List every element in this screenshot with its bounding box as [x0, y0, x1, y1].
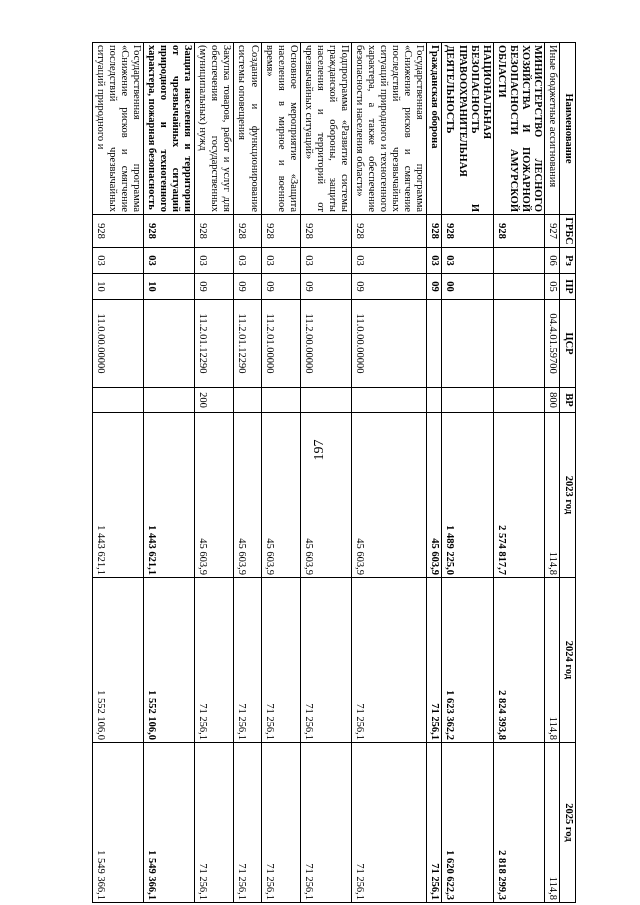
cell-vr: [442, 388, 493, 413]
table-row: [195, 43, 234, 903]
cell-name: Закупка товаров, работ и услуг для обеспечения государственных (муниципальных) нужд: [195, 43, 234, 215]
cell-2023: 45 603,9: [234, 413, 261, 578]
cell-pr: 09: [427, 274, 442, 300]
cell-grbs: 928: [493, 215, 544, 248]
cell-grbs: 928: [442, 215, 493, 248]
cell-2025: 1 549 366,1: [144, 743, 195, 903]
cell-pr: 10: [92, 274, 143, 300]
table-row: [352, 43, 427, 903]
cell-vr: [352, 388, 427, 413]
cell-vr: [493, 388, 544, 413]
cell-2024: 114,8: [544, 578, 559, 743]
cell-2024: 71 256,1: [195, 578, 234, 743]
cell-2025: 71 256,1: [195, 743, 234, 903]
cell-pr: 10: [144, 274, 195, 300]
cell-name: НАЦИОНАЛЬНАЯ БЕЗОПАСНОСТЬ И ПРАВООХРАНИТЕЛЬНАЯ ДЕЯТЕЛЬНОСТЬ: [442, 43, 493, 215]
cell-2024: 71 256,1: [300, 578, 351, 743]
cell-grbs: 928: [92, 215, 143, 248]
cell-grbs: 928: [427, 215, 442, 248]
cell-pr: 09: [352, 274, 427, 300]
header-2025: 2025 год: [560, 743, 576, 903]
cell-pr: 09: [234, 274, 261, 300]
cell-2024: 71 256,1: [427, 578, 442, 743]
cell-2023: 1 489 225,0: [442, 413, 493, 578]
cell-2025: 71 256,1: [234, 743, 261, 903]
cell-2025: 114,8: [544, 743, 559, 903]
cell-name: Иные бюджетные ассигнования: [544, 43, 559, 215]
cell-rz: 03: [195, 248, 234, 274]
cell-2025: 71 256,1: [261, 743, 300, 903]
cell-2023: 1 443 621,1: [144, 413, 195, 578]
cell-2025: 71 256,1: [300, 743, 351, 903]
header-vr: ВР: [560, 388, 576, 413]
cell-2023: 45 603,9: [427, 413, 442, 578]
header-name: Наименование: [560, 43, 576, 215]
cell-vr: [234, 388, 261, 413]
cell-rz: [493, 248, 544, 274]
cell-rz: 03: [144, 248, 195, 274]
budget-table: [92, 42, 576, 903]
cell-csr: 11.0.00.00000: [352, 300, 427, 388]
cell-pr: 05: [544, 274, 559, 300]
table-row: [261, 43, 300, 903]
cell-csr: 11.2.01.00000: [261, 300, 300, 388]
cell-vr: [427, 388, 442, 413]
cell-grbs: 928: [261, 215, 300, 248]
cell-rz: 03: [92, 248, 143, 274]
cell-pr: [493, 274, 544, 300]
cell-vr: 200: [195, 388, 234, 413]
cell-name: Создание и функционирование системы оповещения: [234, 43, 261, 215]
cell-vr: 800: [544, 388, 559, 413]
cell-2025: 71 256,1: [352, 743, 427, 903]
cell-2024: 1 623 362,2: [442, 578, 493, 743]
cell-pr: 00: [442, 274, 493, 300]
table-row: [427, 43, 442, 903]
cell-2025: 2 818 299,3: [493, 743, 544, 903]
cell-csr: 11.2.00.00000: [300, 300, 351, 388]
cell-grbs: 928: [352, 215, 427, 248]
cell-name: Защита населения и территории от чрезвычайных ситуаций природного и техногенного характера, пожарная безопасность: [144, 43, 195, 215]
cell-2023: 45 603,9: [352, 413, 427, 578]
header-2023: 2023 год: [560, 413, 576, 578]
cell-2024: 71 256,1: [234, 578, 261, 743]
cell-2023: 114,8: [544, 413, 559, 578]
cell-vr: [144, 388, 195, 413]
table-row: [544, 43, 559, 903]
cell-2023: 2 574 817,7: [493, 413, 544, 578]
cell-csr: [427, 300, 442, 388]
cell-rz: 03: [352, 248, 427, 274]
header-2024: 2024 год: [560, 578, 576, 743]
cell-grbs: 928: [195, 215, 234, 248]
cell-2023: 45 603,9: [195, 413, 234, 578]
cell-2023: 1 443 621,1: [92, 413, 143, 578]
cell-name: Основное мероприятие «Защита населения в мирное и военное время»: [261, 43, 300, 215]
cell-csr: [144, 300, 195, 388]
cell-vr: [92, 388, 143, 413]
cell-2025: 71 256,1: [427, 743, 442, 903]
cell-name: Гражданская оборона: [427, 43, 442, 215]
cell-2024: 2 824 393,8: [493, 578, 544, 743]
cell-2023: 45 603,9: [261, 413, 300, 578]
table-row: [234, 43, 261, 903]
cell-grbs: 927: [544, 215, 559, 248]
cell-pr: 09: [261, 274, 300, 300]
cell-rz: 03: [427, 248, 442, 274]
cell-rz: 03: [300, 248, 351, 274]
cell-vr: [300, 388, 351, 413]
cell-name: Подпрограмма «Развитие системы гражданской обороны, защиты населения и территорий от чрезвычайных ситуаций»: [300, 43, 351, 215]
cell-2024: 1 552 106,0: [92, 578, 143, 743]
cell-name: Государственная программа «Снижение рисков и смягчение последствий чрезвычайных ситуаций природного и: [92, 43, 143, 215]
cell-grbs: 928: [144, 215, 195, 248]
table-row: [442, 43, 493, 903]
cell-rz: 06: [544, 248, 559, 274]
table-row: [92, 43, 143, 903]
cell-csr: 11.2.01.12290: [234, 300, 261, 388]
cell-csr: 11.2.01.12290: [195, 300, 234, 388]
cell-csr: 04.4.01.59700: [544, 300, 559, 388]
table-row: [144, 43, 195, 903]
cell-grbs: 928: [300, 215, 351, 248]
cell-csr: [493, 300, 544, 388]
cell-csr: 11.0.00.00000: [92, 300, 143, 388]
cell-rz: 03: [261, 248, 300, 274]
table-body: [92, 43, 559, 903]
cell-2024: 71 256,1: [352, 578, 427, 743]
table-row: [300, 43, 351, 903]
cell-2025: 1 620 622,3: [442, 743, 493, 903]
cell-2025: 1 549 366,1: [92, 743, 143, 903]
cell-grbs: 928: [234, 215, 261, 248]
cell-pr: 09: [300, 274, 351, 300]
cell-2024: 1 552 106,0: [144, 578, 195, 743]
header-grbs: ГРБС: [560, 215, 576, 248]
header-pr: ПР: [560, 274, 576, 300]
cell-2023: 45 603,9: [300, 413, 351, 578]
cell-pr: 09: [195, 274, 234, 300]
page-number: 197: [312, 439, 327, 461]
cell-name: Государственная программа «Снижение рисков и смягчение последствий чрезвычайных ситуаций природного и техногенного характера, а также обеспечение безопасности населения области»: [352, 43, 427, 215]
cell-rz: 03: [234, 248, 261, 274]
header-row: [560, 43, 576, 903]
cell-2024: 71 256,1: [261, 578, 300, 743]
table-row: [493, 43, 544, 903]
cell-name: МИНИСТЕРСТВО ЛЕСНОГО ХОЗЯЙСТВА И ПОЖАРНОЙ БЕЗОПАСНОСТИ АМУРСКОЙ ОБЛАСТИ: [493, 43, 544, 215]
cell-csr: [442, 300, 493, 388]
header-rz: Рз: [560, 248, 576, 274]
cell-vr: [261, 388, 300, 413]
rotated-table-wrapper: [96, 42, 576, 902]
cell-rz: 03: [442, 248, 493, 274]
header-csr: ЦСР: [560, 300, 576, 388]
